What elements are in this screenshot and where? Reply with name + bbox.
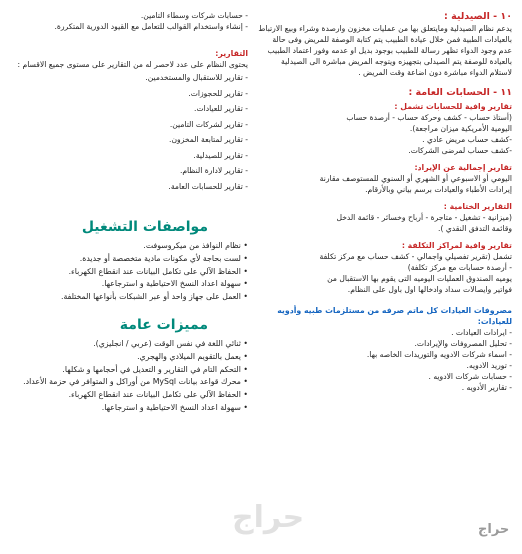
- list-item: اليومية الأمريكية ميزان مراجعة).: [409, 124, 512, 133]
- operating-specs-list: [8, 240, 248, 304]
- list-item: - ايرادات العيادات .: [451, 328, 512, 337]
- general-accounts-section-title: ١١ - الحسابات العامة :: [408, 87, 512, 98]
- list-item: • الحفاظ الآلي على تكامل البيانات عند انقطاع الكهرباء.: [8, 266, 248, 279]
- list-item: إيرادات الأطباء والعيادات برسم بياني وبالأرقام.: [365, 185, 512, 194]
- pharmacy-section-body: يدعم نظام الصيدلية ومايتعلق بها من عمليات مخزون وارصدة وشراء وبيع الارتباط بالعيادات الطبية فمن خلال عيادة الطبيب يتم كتابة الوصفة للمريض وفى حالة عدم وجود الدواء تظهر رسالة للطبيب بوجود بديل او عدمه وفور اعتماد الطبيب بالعيادة للوصفة يتم الصيدلى بتجهيزه ويتوجه المريض مباشرة الى الصيدلية لاستلام الدواء مباشرة دون اضاعة وقت المريض .: [258, 24, 512, 77]
- list-item: - تحليل المصروفات والإيرادات.: [414, 339, 512, 348]
- accounts-reports-list: [258, 112, 512, 156]
- list-item: - تقارير للصيدلية.: [193, 150, 248, 160]
- list-item: - تقارير للحجوزات.: [188, 88, 248, 98]
- final-reports-list: [258, 212, 512, 234]
- left-column: [0, 0, 254, 415]
- pharmacy-section-title: ١٠ - الصيدلية :: [443, 11, 512, 22]
- list-item: • سهولة اعداد النسخ الاحتياطية و استرجاعها.: [8, 402, 248, 415]
- list-item: • ثنائي اللغة في نفس الوقت (عربي / انجليزي).: [8, 338, 248, 351]
- revenue-reports-list: [258, 173, 512, 195]
- list-item: - توريد الادويه.: [466, 361, 512, 370]
- list-item: -كشف حساب مريض عادي .: [422, 135, 512, 144]
- reports-list: [8, 70, 248, 194]
- list-item: (أستاذ حساب - كشف وحركة حساب - أرصدة حساب: [346, 113, 512, 122]
- list-item: - تقارير لشركات التامين.: [169, 119, 248, 129]
- list-item: فواتير وايصالات سداد وادخالها اول باول على النظام.: [347, 285, 512, 294]
- list-item: يوميه الصندوق العمليات اليوميه التى يقوم بها الاستقبال من: [327, 274, 512, 283]
- watermark-text-small: حراج: [478, 522, 510, 537]
- reports-intro: يحتوى النظام على عدد لاحصر له من التقارير على مستوى جميع الاقسام :: [17, 60, 248, 69]
- list-item: تشمل (تقرير تفصيلي واجمالي - كشف حساب مع مركز تكلفة: [319, 252, 512, 261]
- accounts-continued-list: [8, 10, 248, 32]
- list-item: • سهولة اعداد النسخ الاحتياطية و استرجاعها.: [8, 278, 248, 291]
- list-item: - تقارير للحسابات العامة.: [168, 181, 248, 191]
- watermark-logo-small: [478, 522, 509, 537]
- final-reports-heading: التقارير الختامية :: [443, 202, 512, 211]
- accounts-reports-heading: تقارير وافية للحسابات تشمل :: [394, 102, 512, 111]
- general-features-list: [8, 338, 248, 415]
- list-item: • التحكم التام في التقارير و التعديل في أحجامها و شكلها.: [8, 364, 248, 377]
- list-item: - تقارير لمتابعة المخزون.: [169, 135, 248, 144]
- list-item: (ميزانية - تشغيل - متاجرة - أرباح وخسائر - قائمة الدخل: [336, 213, 512, 222]
- list-item: - تقارير لادارة النظام.: [179, 166, 248, 175]
- list-item: - حسابات شركات الادويه .: [428, 372, 512, 381]
- clinic-expenses-heading: مصروفات العيادات كل ماتم صرفه من مستلزمات طبيه وأدويه للعيادات:: [277, 306, 512, 326]
- list-item: - اسماء شركات الادويه والتوريدات الخاصه بها.: [366, 350, 512, 359]
- list-item: - إنشاء واستخدام القوالب للتعامل مع القيود الدورية المتكررة.: [54, 22, 248, 31]
- list-item: - حسابات شركات وسطاء التامين.: [140, 11, 248, 20]
- list-item: - أرصدة حسابات مع مركز تكلفة): [407, 263, 512, 272]
- revenue-reports-heading: تقارير إجمالية عن الإيراد:: [414, 163, 512, 172]
- right-column: [254, 0, 522, 393]
- list-item: اليومي أو الاسبوعي أو الشهري أو السنوي للمستوصف مقارنة: [319, 174, 512, 183]
- list-item: • يعمل بالتقويم الميلادي والهجري.: [8, 351, 248, 364]
- cost-center-reports-list: [258, 251, 512, 295]
- clinic-expenses-list: [258, 327, 512, 393]
- list-item: - تقارير للعيادات.: [194, 104, 248, 113]
- reports-section-title: التقارير:: [215, 49, 248, 58]
- watermark-text: حراج: [232, 500, 305, 535]
- list-item: • الحفاظ الآلي على تكامل البيانات عند انقطاع الكهرباء.: [8, 389, 248, 402]
- list-item: - تقارير للاستقبال والمستخدمين.: [145, 73, 248, 82]
- general-features-title: مميزات عامة: [119, 316, 208, 333]
- list-item: • لست بحاجة لأي مكونات مادية متخصصة أو جديدة.: [8, 253, 248, 266]
- cost-center-reports-heading: تقارير وافية لمراكز التكلفة :: [401, 241, 512, 250]
- list-item: -كشف حساب لمرضى الشركات.: [408, 146, 512, 155]
- list-item: • محرك قواعد بيانات MySql من أوراكل و المتوافر في حزمة الأعداد.: [8, 376, 248, 389]
- list-item: • العمل على جهاز واحد أو عبر الشبكات بأنواعها المختلفة.: [8, 291, 248, 304]
- operating-specs-title: مواصفات التشغيل: [81, 219, 208, 235]
- list-item: - تقارير الأدويه .: [461, 383, 512, 392]
- list-item: وقائمة التدفق النقدي ).: [438, 224, 512, 233]
- list-item: • نظام النوافذ من ميكروسوفت.: [8, 240, 248, 253]
- watermark-logo: [232, 500, 304, 535]
